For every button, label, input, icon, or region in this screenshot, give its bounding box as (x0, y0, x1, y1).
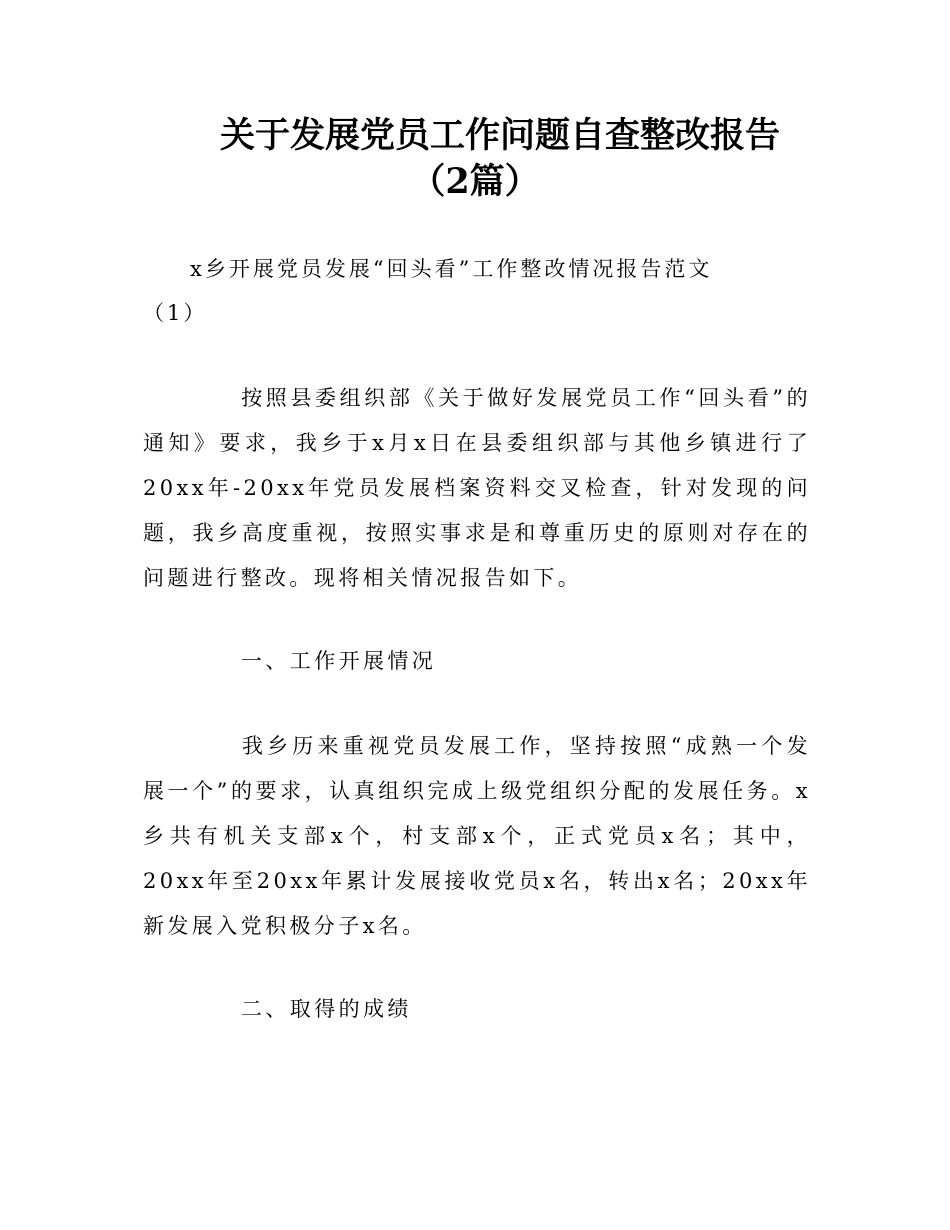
paragraph-work-status (143, 724, 811, 949)
paragraph-intro-text: 按照县委组织部《关于做好发展党员工作“回头看”的通知》要求，我乡于x月x日在县委组织部与其他乡镇进行了20xx年-20xx年党员发展档案资料交叉检查，针对发现的问题，我乡高度重视，按照实事求是和尊重历史的原则对存在的问题进行整改。现将相关情况报告如下。 (143, 386, 811, 590)
heading-work-status: 一、工作开展情况 (241, 649, 437, 673)
heading-achievements: 二、取得的成绩 (241, 997, 412, 1021)
document-title-count: （2篇） (410, 161, 540, 202)
document-title: 关于发展党员工作问题自查整改报告 (219, 115, 780, 156)
paragraph-work-status-text: 我乡历来重视党员发展工作，坚持按照“成熟一个发展一个”的要求，认真组织完成上级党组织分配的发展任务。x乡共有机关支部x个，村支部x个，正式党员x名；其中，20xx年至20xx年累计发展接收党员x名，转出x名；20xx年新发展入党积极分子x名。 (143, 734, 811, 938)
section-subtitle-number: （1） (143, 301, 208, 325)
section-subtitle: x乡开展党员发展“回头看”工作整改情况报告范文 (190, 257, 713, 281)
paragraph-intro (143, 376, 811, 601)
